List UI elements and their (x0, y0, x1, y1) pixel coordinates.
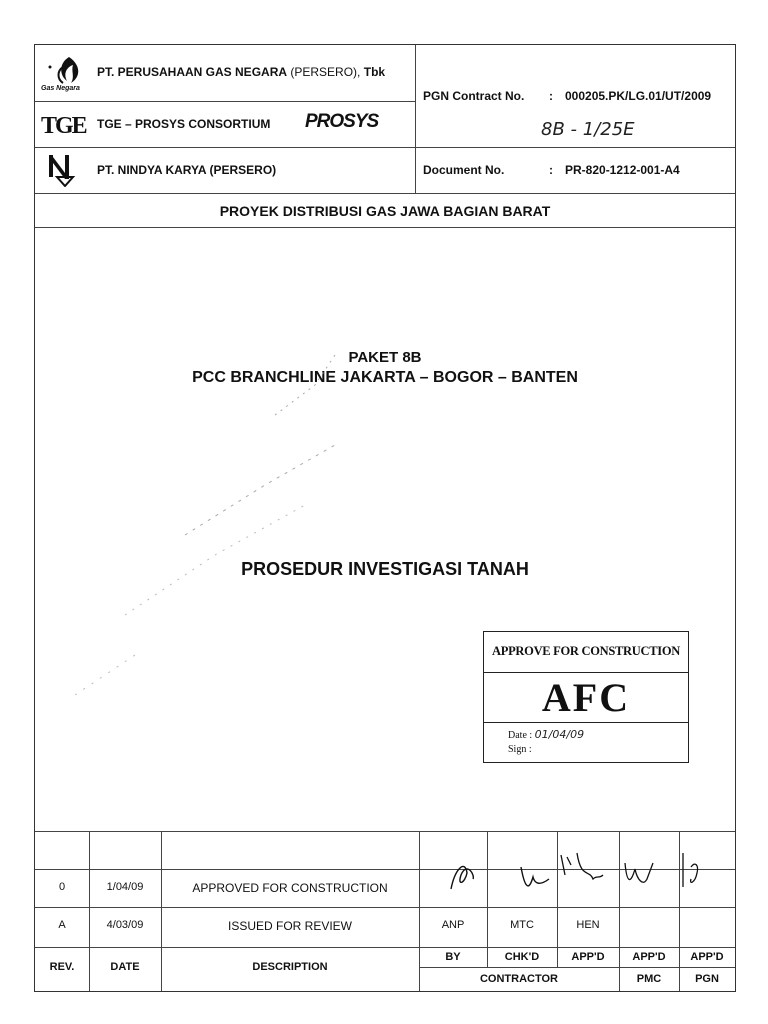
document-label: Document No. (423, 163, 505, 177)
header-date: DATE (110, 961, 140, 973)
stamp-date-row (508, 728, 584, 741)
rev-table-top (35, 831, 735, 832)
header-divider-4 (35, 227, 735, 228)
signature-pmc (625, 863, 653, 882)
contract-value: 000205.PK/LG.01/UT/2009 (565, 89, 712, 103)
pgn-logo-caption: Gas Negara (41, 85, 80, 92)
signatures (421, 839, 733, 907)
rev-a-date: 4/03/09 (106, 919, 144, 931)
rev-a-by: ANP (441, 919, 465, 931)
company-pgn (97, 65, 385, 79)
header-appd-pmc: APP'D (632, 951, 666, 963)
stamp-date-value: 01/04/09 (534, 728, 585, 741)
contract-label: PGN Contract No. (423, 89, 525, 103)
company-pgn-name: PT. PERUSAHAAN GAS NEGARA (97, 65, 288, 79)
contract-handwritten-note: 8B - 1/25E (541, 119, 635, 140)
branchline-title: PCC BRANCHLINE JAKARTA – BOGOR – BANTEN (192, 369, 578, 386)
header-divider-1 (35, 101, 415, 102)
document-value: PR-820-1212-001-A4 (565, 163, 680, 177)
rev-0-description: APPROVED FOR CONSTRUCTION (192, 881, 388, 895)
rev-a-description: ISSUED FOR REVIEW (227, 919, 352, 933)
rev-0-date: 1/04/09 (106, 881, 144, 893)
header-description: DESCRIPTION (252, 961, 328, 973)
header-pmc: PMC (636, 973, 662, 985)
signature-chkd (521, 867, 549, 886)
header-rev: REV. (49, 961, 75, 973)
document-page (34, 44, 736, 992)
header-chkd: CHK'D (504, 951, 540, 963)
stamp-sign-colon: : (528, 744, 532, 755)
rev-a-chkd: MTC (510, 919, 534, 931)
stamp-date-label: Date (508, 730, 527, 741)
stamp-sign-row (508, 744, 532, 755)
header-appd: APP'D (571, 951, 605, 963)
package-title: PAKET 8B (348, 349, 422, 366)
pgn-logo (41, 53, 93, 97)
tge-logo: TGE (41, 113, 86, 139)
header-divider-3 (35, 193, 735, 194)
stamp-code: AFC (541, 675, 631, 720)
nindya-logo (45, 153, 77, 187)
stamp-date-colon: : (529, 730, 533, 741)
nindya-logo-icon (45, 153, 77, 187)
header-by: BY (445, 951, 461, 963)
document-colon: : (549, 163, 553, 177)
rev-a-rev: A (58, 919, 66, 931)
header-contractor: CONTRACTOR (479, 973, 558, 985)
header-divider-2 (35, 147, 735, 148)
signature-pgn (683, 853, 698, 887)
scan-noise (35, 235, 735, 695)
company-pgn-tbk: Tbk (363, 65, 386, 79)
contract-colon: : (549, 89, 553, 103)
company-tge: TGE – PROSYS CONSORTIUM (97, 117, 271, 131)
header-divider-vertical (415, 45, 416, 193)
prosys-logo: PROSYS (305, 111, 379, 132)
company-pgn-suffix: (PERSERO), (290, 65, 361, 79)
rev-a-appd: HEN (576, 919, 600, 931)
signature-by (451, 866, 473, 889)
afc-stamp (483, 631, 689, 763)
stamp-title: APPROVE FOR CONSTRUCTION (492, 644, 680, 658)
procedure-title: PROSEDUR INVESTIGASI TANAH (241, 559, 529, 579)
header-pgn: PGN (695, 973, 719, 985)
header-appd-pgn: APP'D (690, 951, 724, 963)
company-nindya: PT. NINDYA KARYA (PERSERO) (97, 163, 277, 177)
signature-appd (561, 853, 603, 879)
rev-0-rev: 0 (58, 881, 66, 893)
project-title: PROYEK DISTRIBUSI GAS JAWA BAGIAN BARAT (219, 203, 551, 219)
stamp-sign-label: Sign (508, 744, 527, 755)
